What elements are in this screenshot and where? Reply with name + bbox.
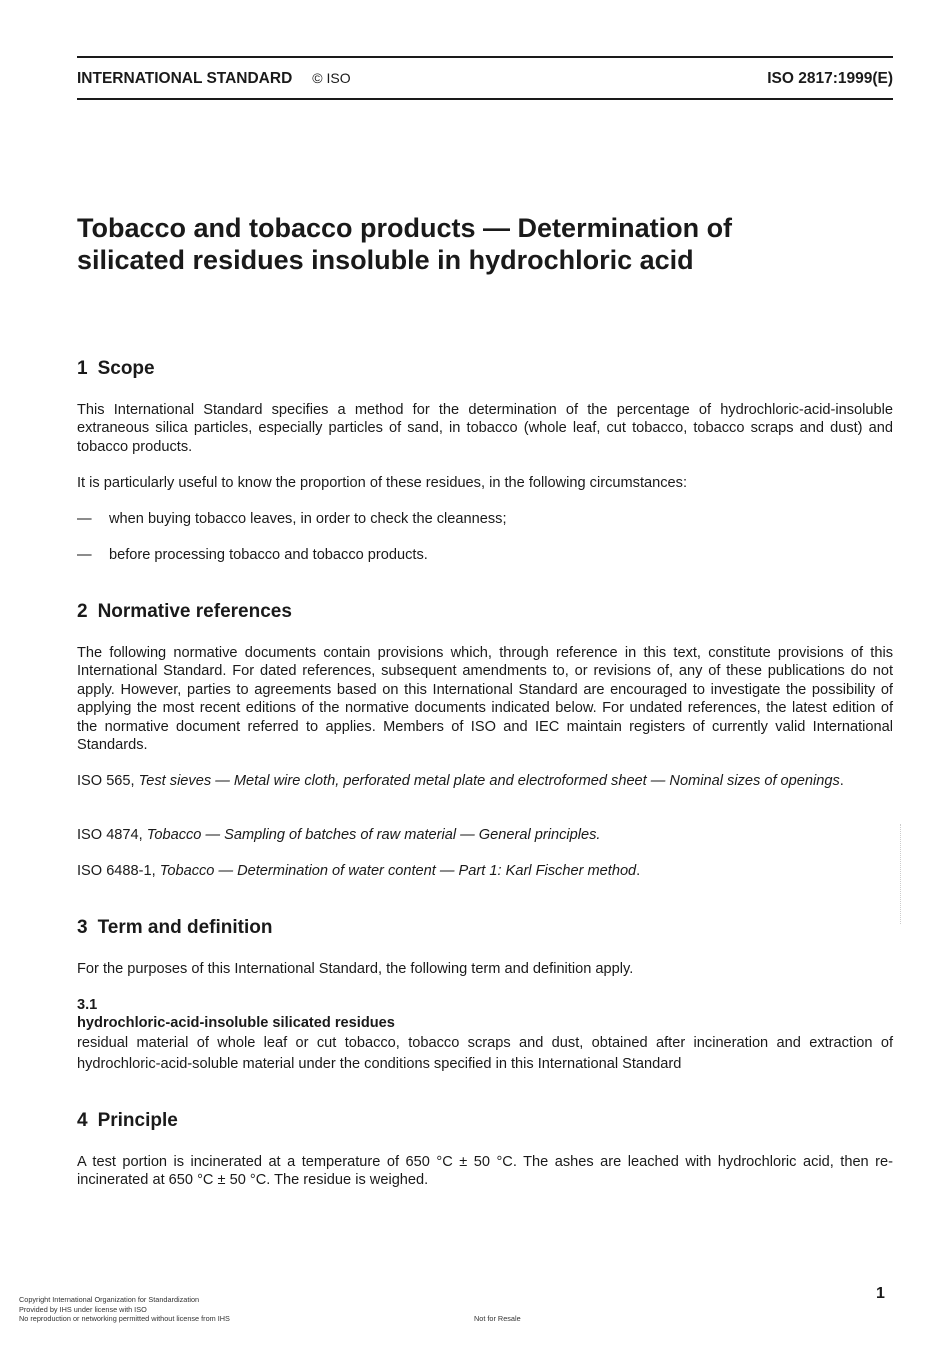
reference-title: Tobacco — Sampling of batches of raw material — General principles. <box>146 827 601 843</box>
reference-end: . <box>636 863 641 879</box>
not-for-resale-label: Not for Resale <box>474 1314 521 1323</box>
margin-marks <box>900 824 907 924</box>
reference-code: ISO 4874, <box>77 827 143 843</box>
scope-paragraph-1: This International Standard specifies a method for the determination of the percentage of hydrochloric-acid-insoluble extraneous silica particles, especially particles of sand, in tobacco (whole leaf, cut tobacco, tobacco scraps and dust) and tobacco products. <box>77 402 893 455</box>
dash-bullet: — <box>77 547 92 563</box>
terms-intro: For the purposes of this International Standard, the following term and definition apply. <box>77 961 634 977</box>
footer-line: Provided by IHS under license with ISO <box>19 1304 147 1314</box>
principle-paragraph: A test portion is incinerated at a temperature of 650 °C ± 50 °C. The ashes are leached with hydrochloric acid, then re-incinerated at 650 °C ± 50 °C. The residue is weighed. <box>77 1154 893 1189</box>
standard-code: ISO 2817:1999(E) <box>767 70 893 87</box>
list-item-text: before processing tobacco and tobacco products. <box>109 547 428 563</box>
section-number: 4 <box>77 1110 88 1131</box>
header-top-rule <box>77 56 893 58</box>
footer-line: No reproduction or networking permitted without license from IHS <box>19 1314 230 1323</box>
section-title: Principle <box>97 1110 178 1131</box>
reference-title: Tobacco — Determination of water content — Part 1: Karl Fischer method <box>159 863 637 879</box>
copyright-label: © ISO <box>312 70 351 86</box>
reference-title: Test sieves — Metal wire cloth, perforated metal plate and electroformed sheet — Nominal sizes of openings <box>138 773 840 789</box>
term-number: 3.1 <box>77 997 98 1013</box>
section-heading-normative-references <box>77 601 292 623</box>
reference-end: . <box>839 773 844 789</box>
title-line-1: Tobacco and tobacco products — Determination of <box>77 213 733 243</box>
section-title: Term and definition <box>97 917 273 938</box>
page-header <box>77 70 893 88</box>
page-number: 1 <box>876 1285 885 1302</box>
header-bottom-rule <box>77 98 893 100</box>
footer-line: Copyright International Organization for Standardization <box>19 1295 200 1304</box>
reference-code: ISO 6488-1, <box>77 863 156 879</box>
title-line-2: silicated residues insoluble in hydrochloric acid <box>77 245 694 275</box>
section-title: Scope <box>97 358 155 379</box>
reference-code: ISO 565, <box>77 773 135 789</box>
list-item-text: when buying tobacco leaves, in order to check the cleanness; <box>109 511 507 527</box>
reference-iso-4874 <box>77 826 893 844</box>
term-name: hydrochloric-acid-insoluble silicated residues <box>77 1015 395 1031</box>
dash-bullet: — <box>77 511 92 527</box>
section-number: 1 <box>77 358 88 379</box>
section-number: 2 <box>77 601 88 622</box>
scope-paragraph-2: It is particularly useful to know the proportion of these residues, in the following circumstances: <box>77 475 687 491</box>
normative-paragraph: The following normative documents contain provisions which, through reference in this text, constitute provisions of this International Standard. For dated references, subsequent amendments to, or revisions of, any of these publications do not apply. However, parties to agreements based on this International Standard are encouraged to investigate the possibility of applying the most recent editions of the normative documents indicated below. For undated references, the latest edition of the normative document referred to applies. Members of ISO and IEC maintain registers of currently valid International Standards. <box>77 645 893 754</box>
reference-iso-6488-1 <box>77 862 893 880</box>
reference-iso-565 <box>77 772 893 790</box>
document-title <box>77 212 893 276</box>
section-heading-scope <box>77 358 155 380</box>
section-title: Normative references <box>97 601 292 622</box>
section-number: 3 <box>77 917 88 938</box>
section-heading-principle <box>77 1110 178 1132</box>
standard-label: INTERNATIONAL STANDARD <box>77 70 293 87</box>
term-definition: residual material of whole leaf or cut tobacco, tobacco scraps and dust, obtained after incineration and extraction of hydrochloric-acid-soluble material under the conditions specified in this International Standard <box>77 1035 893 1072</box>
section-heading-term-and-definition <box>77 917 272 939</box>
copyright-footer <box>19 1295 230 1324</box>
